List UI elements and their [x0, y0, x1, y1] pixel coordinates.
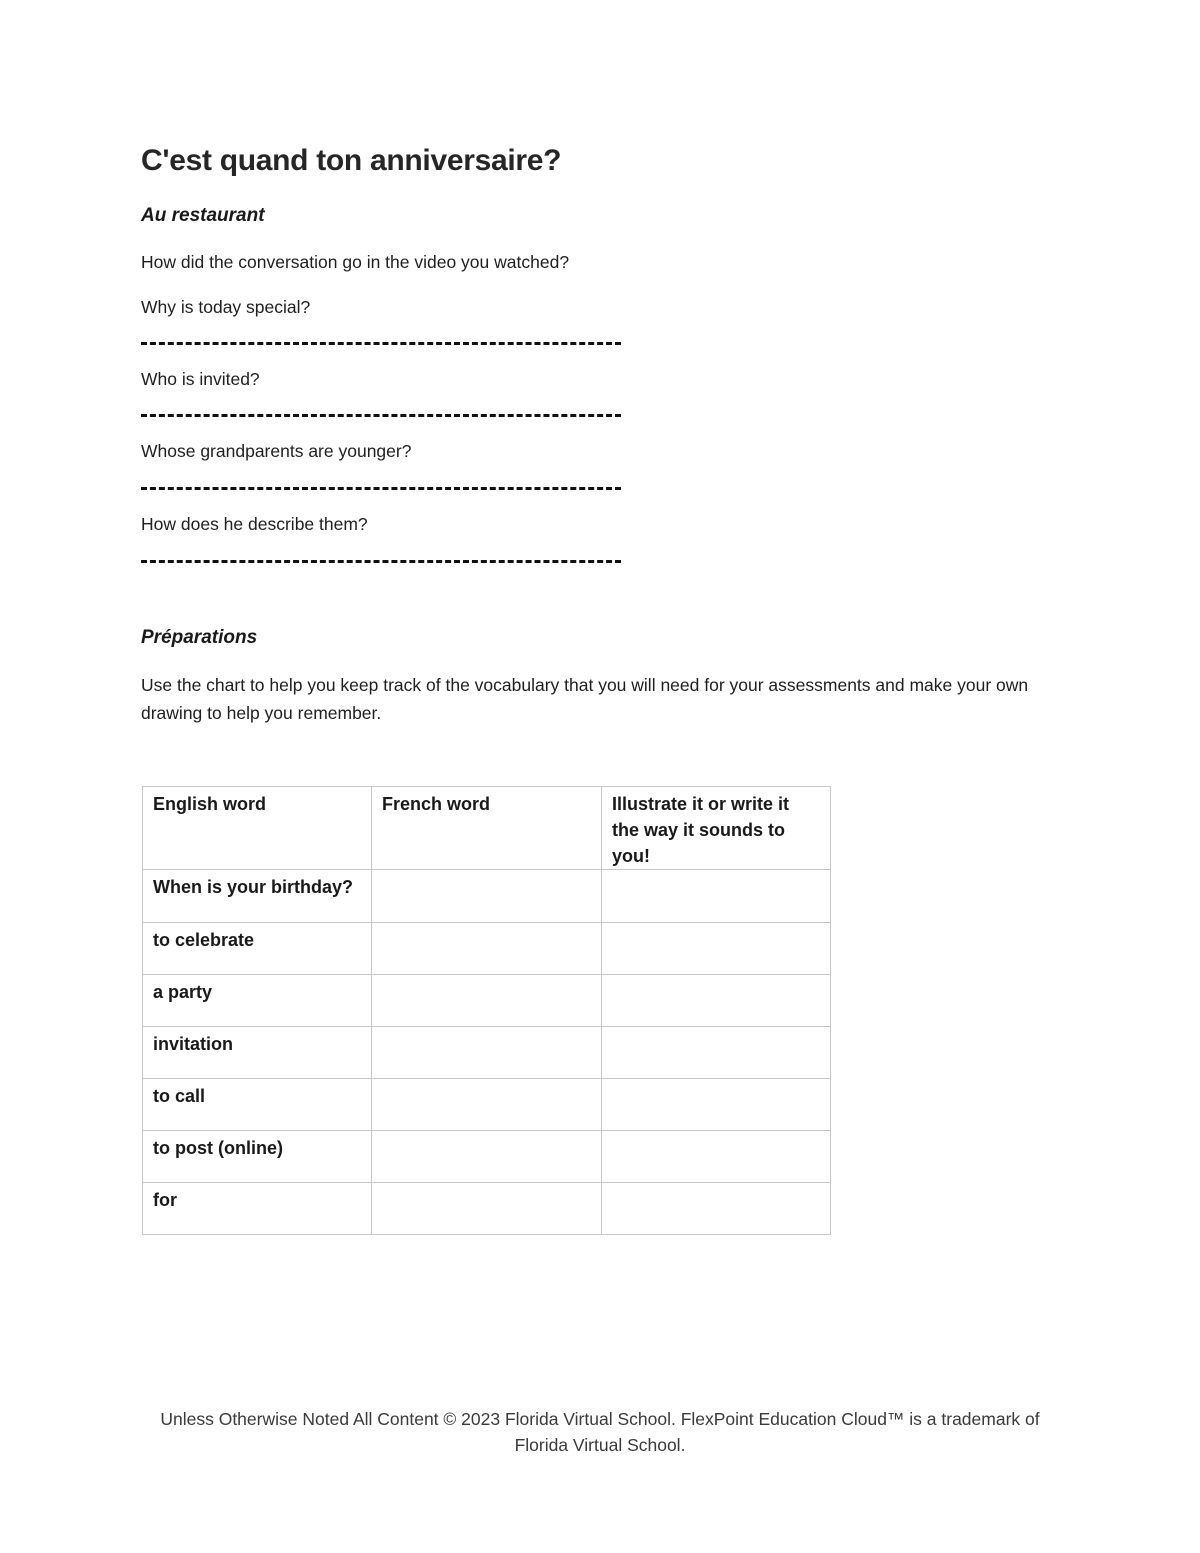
illustration-cell[interactable]	[602, 1079, 831, 1131]
table-row	[143, 870, 831, 923]
illustration-cell[interactable]	[602, 1183, 831, 1235]
table-row	[143, 923, 831, 975]
header-english-word: English word	[143, 787, 372, 870]
answer-line-4[interactable]	[141, 560, 621, 563]
table-row	[143, 1183, 831, 1235]
illustration-cell[interactable]	[602, 975, 831, 1027]
table-row	[143, 1027, 831, 1079]
table-row	[143, 975, 831, 1027]
english-word-cell: to call	[143, 1079, 372, 1131]
section-heading-restaurant: Au restaurant	[141, 205, 265, 226]
section-heading-preparations: Préparations	[141, 627, 258, 648]
answer-line-2[interactable]	[141, 414, 621, 417]
preparations-instructions: Use the chart to help you keep track of the vocabulary that you will need for your assessments and make your own drawing to help you remember.	[141, 675, 1029, 723]
question-1: Why is today special?	[141, 297, 311, 317]
answer-line-1[interactable]	[141, 342, 621, 345]
answer-line-3[interactable]	[141, 487, 621, 490]
question-2: Who is invited?	[141, 369, 260, 389]
french-word-cell[interactable]	[372, 870, 602, 923]
illustration-cell[interactable]	[602, 923, 831, 975]
english-word-cell: to celebrate	[143, 923, 372, 975]
english-word-cell: a party	[143, 975, 372, 1027]
header-french-word: French word	[372, 787, 602, 870]
restaurant-intro: How did the conversation go in the video you watched?	[141, 252, 570, 272]
illustration-cell[interactable]	[602, 870, 831, 923]
vocab-table	[142, 786, 831, 1235]
english-word-cell: to post (online)	[143, 1131, 372, 1183]
question-4: How does he describe them?	[141, 514, 368, 534]
english-word-cell: When is your birthday?	[143, 870, 372, 923]
header-illustration: Illustrate it or write it the way it sounds to you!	[602, 787, 831, 870]
table-row	[143, 1131, 831, 1183]
french-word-cell[interactable]	[372, 923, 602, 975]
copyright-footer: Unless Otherwise Noted All Content © 2023 Florida Virtual School. FlexPoint Education Cloud™ is a trademark of Florida Virtual School.	[160, 1409, 1040, 1455]
question-3: Whose grandparents are younger?	[141, 441, 412, 461]
english-word-cell: for	[143, 1183, 372, 1235]
french-word-cell[interactable]	[372, 1079, 602, 1131]
illustration-cell[interactable]	[602, 1027, 831, 1079]
french-word-cell[interactable]	[372, 975, 602, 1027]
table-header-row	[143, 787, 831, 870]
table-row	[143, 1079, 831, 1131]
page-title: C'est quand ton anniversaire?	[141, 144, 562, 177]
french-word-cell[interactable]	[372, 1131, 602, 1183]
french-word-cell[interactable]	[372, 1027, 602, 1079]
illustration-cell[interactable]	[602, 1131, 831, 1183]
french-word-cell[interactable]	[372, 1183, 602, 1235]
english-word-cell: invitation	[143, 1027, 372, 1079]
